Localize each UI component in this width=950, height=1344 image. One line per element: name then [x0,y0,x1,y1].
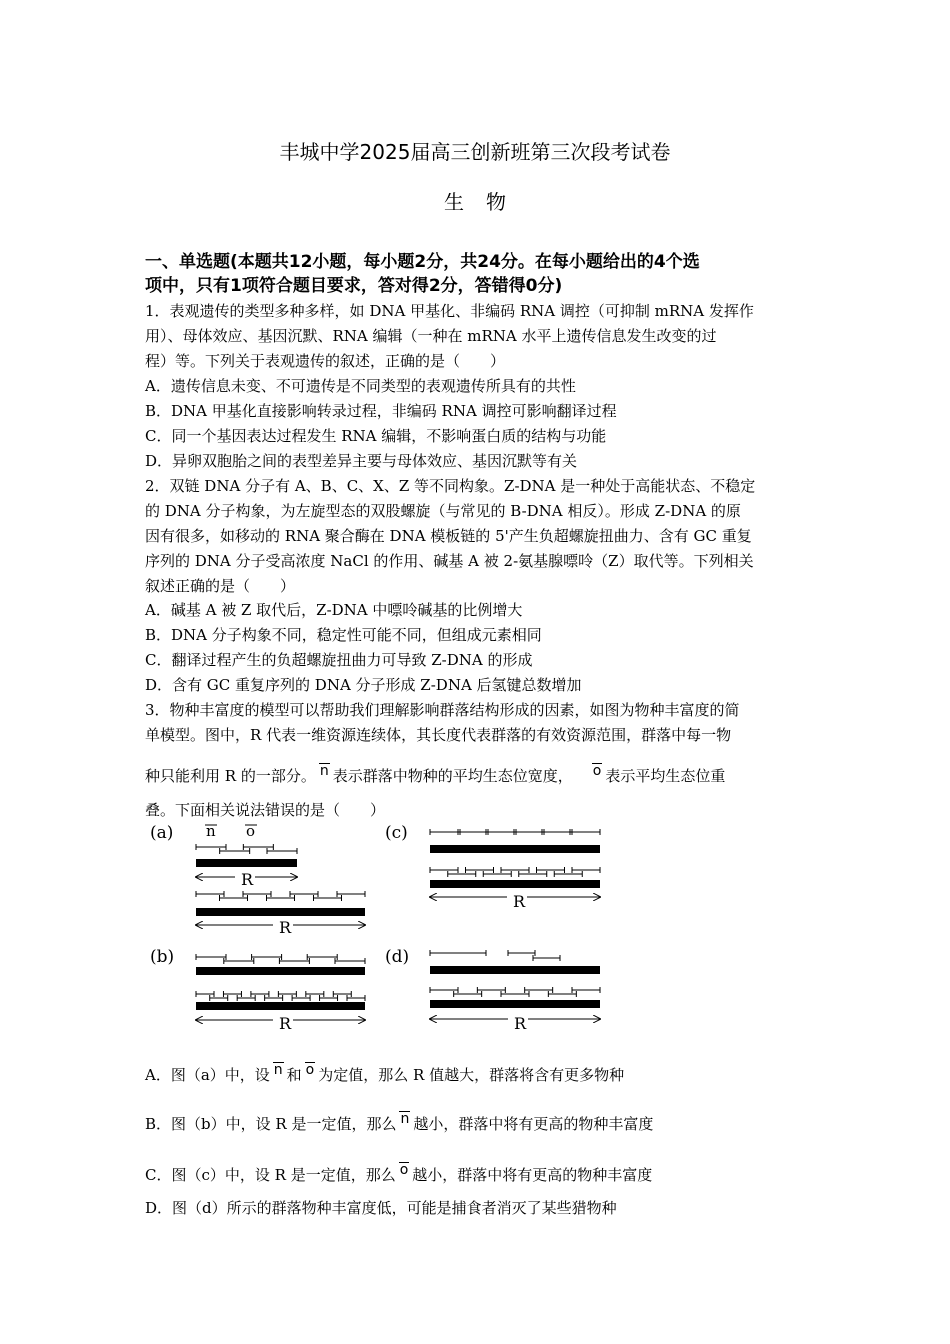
resource-bar-d2 [430,1000,600,1008]
q3-stem-line4: 叠。下面相关说法错误的是（ ） [145,801,386,819]
r-label-a1: R [241,870,254,889]
q2-option-c: C．翻译过程产生的负超螺旋扭曲力可导致 Z-DNA 的形成 [145,651,533,669]
r-label-d: R [514,1014,527,1033]
q3-stem-line1: 3．物种丰富度的模型可以帮助我们理解影响群落结构形成的因素，如图为物种丰富度的简 [145,701,740,719]
section-heading-line2: 项中，只有1项符合题目要求，答对得2分，答错得0分) [145,276,563,296]
panel-a-label: (a) [150,823,174,843]
legend-o: o [246,822,256,840]
q3-option-b: B．图（b）中，设 R 是一定值，那么 n 越小，群落中将有更高的物种丰富度 [145,1111,654,1133]
resource-bar-a2 [196,908,365,916]
q2-stem-line3: 因有很多，如移动的 RNA 聚合酶在 DNA 模板链的 5'产生负超螺旋扭曲力、含有 GC 重复 [145,527,752,545]
q2-option-b: B．DNA 分子构象不同，稳定性可能不同，但组成元素相同 [145,626,542,644]
niche-model-figure [140,818,620,1038]
r-label-c: R [513,892,526,911]
exam-title: 丰城中学2025届高三创新班第三次段考试卷 [279,140,671,164]
q1-stem-line1: 1．表观遗传的类型多种多样，如 DNA 甲基化、非编码 RNA 调控（可抑制 mRNA 发挥作 [145,302,754,320]
resource-bar-b2 [196,1002,365,1010]
panel-c-label: (c) [385,823,408,843]
section-heading-line1: 一、单选题(本题共12小题，每小题2分，共24分。在每小题给出的4个选 [145,252,700,272]
q1-option-d: D．异卵双胞胎之间的表型差异主要与母体效应、基因沉默等有关 [145,452,578,470]
q2-option-d: D．含有 GC 重复序列的 DNA 分子形成 Z-DNA 后氢键总数增加 [145,676,582,694]
q1-option-b: B．DNA 甲基化直接影响转录过程，非编码 RNA 调控可影响翻译过程 [145,402,617,420]
r-label-a2: R [279,918,292,937]
q2-stem-line4: 序列的 DNA 分子受高浓度 NaCl 的作用、碱基 A 被 2-氨基腺嘌呤（Z）取代等。下列相关 [145,552,754,570]
q1-stem-line3: 程）等。下列关于表观遗传的叙述，正确的是（ ） [145,352,506,370]
q1-stem-line2: 用）、母体效应、基因沉默、RNA 编辑（一种在 mRNA 水平上遗传信息发生改变的过 [145,327,717,345]
q2-option-a: A．碱基 A 被 Z 取代后，Z-DNA 中嘌呤碱基的比例增大 [145,601,523,619]
q3-stem-line3: 种只能利用 R 的一部分。 n 表示群落中物种的平均生态位宽度， o 表示平均生态位重 [145,763,726,785]
q2-stem-line2: 的 DNA 分子构象，为左旋型态的双股螺旋（与常见的 B-DNA 相反）。形成 Z-DNA 的原 [145,502,741,520]
q3-option-a: A．图（a）中，设 n 和 o 为定值，那么 R 值越大，群落将含有更多物种 [145,1062,625,1084]
resource-bar-d1 [430,966,600,974]
n-bar-symbol: n [400,1111,410,1127]
n-bar-symbol: n [319,763,329,779]
resource-bar-c1 [430,845,600,853]
q2-stem-line5: 叙述正确的是（ ） [145,577,296,595]
q2-stem-line1: 2．双链 DNA 分子有 A、B、C、X、Z 等不同构象。Z-DNA 是一种处于高能状态、不稳定 [145,477,756,495]
panel-d-label: (d) [385,947,410,967]
resource-bar-a1 [196,859,297,867]
o-bar-symbol: o [305,1062,315,1078]
resource-bar-c2 [430,880,600,888]
q1-option-a: A．遗传信息未变、不可遗传是不同类型的表观遗传所具有的共性 [145,377,576,395]
subject-title: 生物 [444,190,528,214]
q3-option-c: C．图（c）中，设 R 是一定值，那么 o 越小，群落中将有更高的物种丰富度 [145,1162,653,1184]
legend-n: n [206,822,216,840]
n-bar-symbol: n [273,1062,283,1078]
o-bar-symbol: o [592,763,602,779]
panel-b-label: (b) [150,947,175,967]
q1-option-c: C．同一个基因表达过程发生 RNA 编辑，不影响蛋白质的结构与功能 [145,427,607,445]
o-bar-symbol: o [399,1162,409,1178]
resource-bar-b1 [196,967,365,975]
q3-stem-line2: 单模型。图中，R 代表一维资源连续体，其长度代表群落的有效资源范围，群落中每一物 [145,726,732,744]
r-label-b: R [279,1014,292,1033]
q3-option-d: D．图（d）所示的群落物种丰富度低，可能是捕食者消灭了某些猎物种 [145,1199,617,1217]
